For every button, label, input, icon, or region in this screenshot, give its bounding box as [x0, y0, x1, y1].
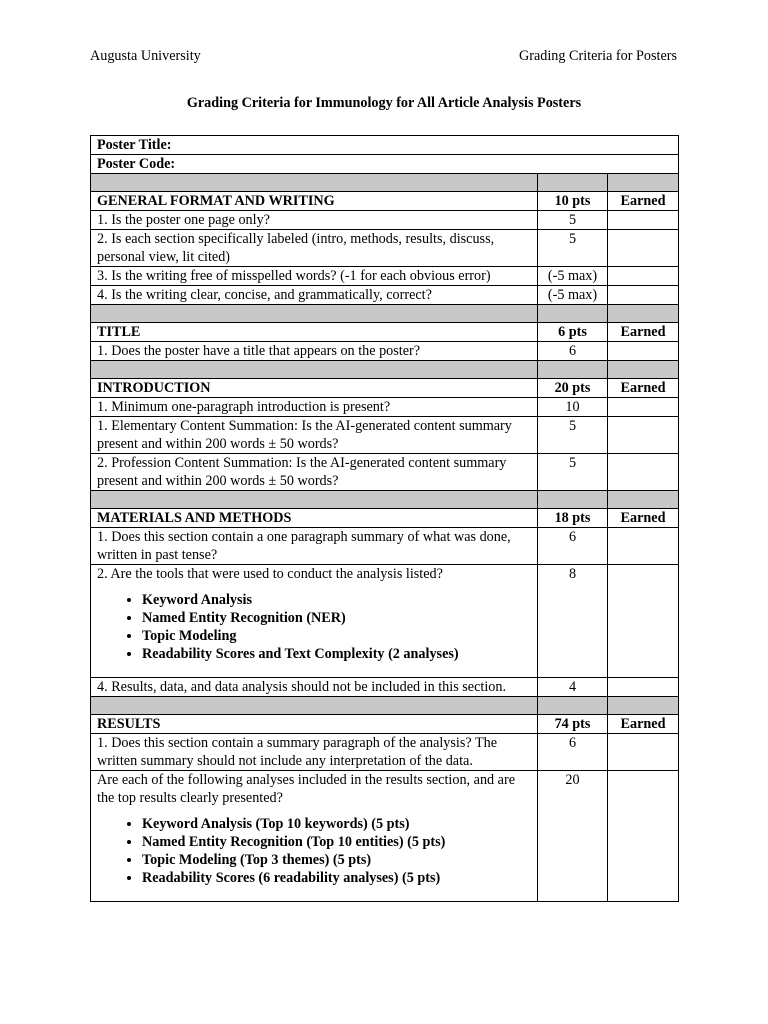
criteria-row — [91, 454, 679, 491]
criteria-cell — [91, 771, 538, 902]
earned-header: Earned — [608, 509, 679, 528]
criteria-points: 5 — [538, 454, 608, 491]
list-item: • Keyword Analysis (Top 10 keywords) (5 pts) — [142, 815, 531, 833]
criteria-text: 1. Is the poster one page only? — [91, 211, 538, 230]
section-name: MATERIALS AND METHODS — [91, 509, 538, 528]
criteria-points: 20 — [538, 771, 608, 902]
criteria-row — [91, 678, 679, 697]
criteria-row — [91, 528, 679, 565]
criteria-points: 6 — [538, 734, 608, 771]
section-points: 10 pts — [538, 192, 608, 211]
list-item: • Keyword Analysis — [142, 591, 531, 609]
criteria-text: 1. Does the poster have a title that appears on the poster? — [91, 342, 538, 361]
section-header-results — [91, 715, 679, 734]
criteria-row — [91, 734, 679, 771]
analyses-list — [97, 815, 531, 887]
criteria-row — [91, 230, 679, 267]
criteria-text: 3. Is the writing free of misspelled words? (-1 for each obvious error) — [91, 267, 538, 286]
list-item: • Readability Scores (6 readability analyses) (5 pts) — [142, 869, 531, 887]
criteria-cell — [91, 565, 538, 678]
criteria-text: 2. Are the tools that were used to conduct the analysis listed? — [97, 566, 443, 582]
poster-title-row — [91, 136, 679, 155]
separator-row — [91, 491, 679, 509]
section-points: 20 pts — [538, 379, 608, 398]
criteria-row — [91, 211, 679, 230]
earned-header: Earned — [608, 323, 679, 342]
poster-code-label: Poster Code: — [91, 155, 679, 174]
criteria-row — [91, 267, 679, 286]
criteria-text: 2. Profession Content Summation: Is the AI-generated content summary present and within 200 words ± 50 words? — [91, 454, 538, 491]
earned-cell[interactable] — [608, 286, 679, 305]
list-item: • Topic Modeling (Top 3 themes) (5 pts) — [142, 851, 531, 869]
poster-title-label: Poster Title: — [91, 136, 679, 155]
page-title: Grading Criteria for Immunology for All Article Analysis Posters — [186, 95, 582, 111]
earned-cell[interactable] — [608, 230, 679, 267]
criteria-text: 4. Results, data, and data analysis should not be included in this section. — [91, 678, 538, 697]
section-name: GENERAL FORMAT AND WRITING — [91, 192, 538, 211]
criteria-points: 4 — [538, 678, 608, 697]
earned-cell[interactable] — [608, 771, 679, 902]
separator-row — [91, 305, 679, 323]
rubric-table — [90, 135, 679, 902]
earned-cell[interactable] — [608, 342, 679, 361]
list-item: • Named Entity Recognition (Top 10 entities) (5 pts) — [142, 833, 531, 851]
earned-cell[interactable] — [608, 454, 679, 491]
poster-code-row — [91, 155, 679, 174]
section-points: 18 pts — [538, 509, 608, 528]
criteria-text: 1. Does this section contain a summary paragraph of the analysis? The written summary should not include any interpretation of the data. — [91, 734, 538, 771]
section-header-title — [91, 323, 679, 342]
criteria-points: (-5 max) — [538, 267, 608, 286]
list-item: • Named Entity Recognition (NER) — [142, 609, 531, 627]
list-item: • Readability Scores and Text Complexity (2 analyses) — [142, 645, 531, 663]
section-name: RESULTS — [91, 715, 538, 734]
criteria-points: 5 — [538, 417, 608, 454]
criteria-points: 8 — [538, 565, 608, 678]
criteria-row — [91, 565, 679, 678]
criteria-text: 2. Is each section specifically labeled (intro, methods, results, discuss, personal view, lit cited) — [91, 230, 538, 267]
criteria-text: Are each of the following analyses included in the results section, and are the top results clearly presented? — [97, 772, 515, 806]
criteria-text: 1. Does this section contain a one paragraph summary of what was done, written in past tense? — [91, 528, 538, 565]
criteria-row — [91, 417, 679, 454]
section-header-methods — [91, 509, 679, 528]
earned-header: Earned — [608, 379, 679, 398]
criteria-points: 6 — [538, 342, 608, 361]
criteria-points: 5 — [538, 230, 608, 267]
section-name: INTRODUCTION — [91, 379, 538, 398]
criteria-points: 10 — [538, 398, 608, 417]
earned-cell[interactable] — [608, 528, 679, 565]
criteria-row — [91, 286, 679, 305]
list-item: • Topic Modeling — [142, 627, 531, 645]
separator-row — [91, 361, 679, 379]
criteria-text: 1. Minimum one-paragraph introduction is present? — [91, 398, 538, 417]
earned-cell[interactable] — [608, 565, 679, 678]
earned-cell[interactable] — [608, 417, 679, 454]
header-institution: Augusta University — [90, 48, 201, 64]
criteria-text: 1. Elementary Content Summation: Is the AI-generated content summary present and within 200 words ± 50 words? — [91, 417, 538, 454]
tools-list — [97, 591, 531, 663]
earned-cell[interactable] — [608, 734, 679, 771]
header-doc-type: Grading Criteria for Posters — [519, 48, 677, 64]
criteria-row — [91, 398, 679, 417]
section-header-introduction — [91, 379, 679, 398]
earned-cell[interactable] — [608, 267, 679, 286]
criteria-points: 5 — [538, 211, 608, 230]
earned-header: Earned — [608, 192, 679, 211]
separator-row — [91, 697, 679, 715]
criteria-points: 6 — [538, 528, 608, 565]
section-points: 74 pts — [538, 715, 608, 734]
criteria-text: 4. Is the writing clear, concise, and grammatically, correct? — [91, 286, 538, 305]
separator-row — [91, 174, 679, 192]
earned-cell[interactable] — [608, 678, 679, 697]
criteria-row — [91, 342, 679, 361]
section-points: 6 pts — [538, 323, 608, 342]
earned-cell[interactable] — [608, 211, 679, 230]
section-header-general — [91, 192, 679, 211]
criteria-row — [91, 771, 679, 902]
criteria-points: (-5 max) — [538, 286, 608, 305]
section-name: TITLE — [91, 323, 538, 342]
earned-cell[interactable] — [608, 398, 679, 417]
earned-header: Earned — [608, 715, 679, 734]
